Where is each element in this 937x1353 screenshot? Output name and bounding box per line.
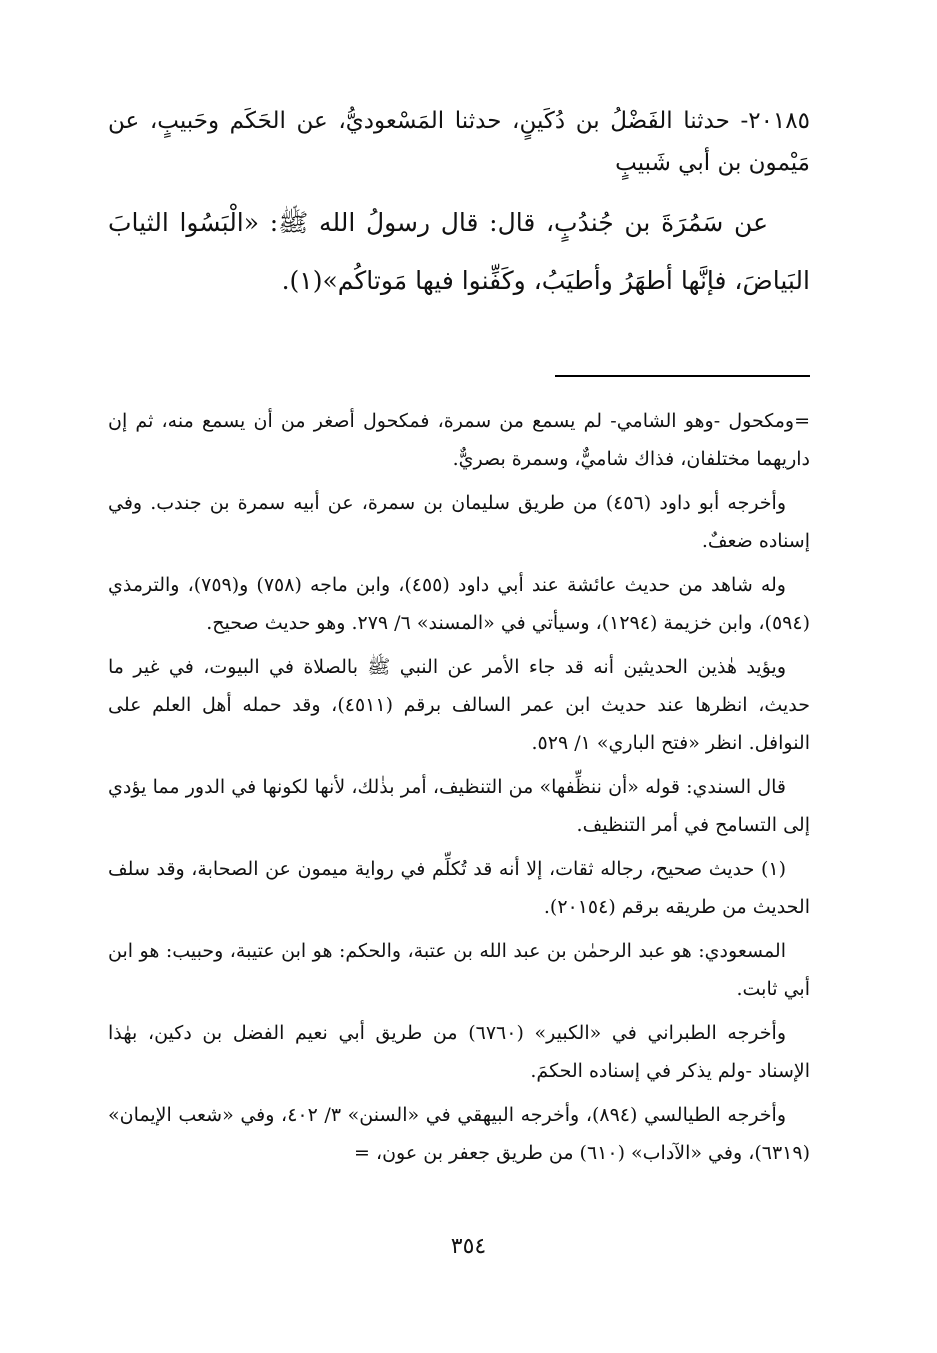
- page-number: ٣٥٤: [450, 1234, 487, 1259]
- hadith-matn: عن سَمُرَةَ بن جُندُبٍ، قال: قال رسولُ الله ﷺ: «الْبَسُوا الثيابَ البَياضَ، فإنَّها أطهَرُ وأطيَبُ، وكَفِّنوا فيها مَوتاكُم»(١).: [108, 208, 810, 295]
- footnote-paragraph: وله شاهد من حديث عائشة عند أبي داود (٤٥٥)، وابن ماجه (٧٥٨) و(٧٥٩)، والترمذي (٥٩٤)، وابن خزيمة (١٢٩٤)، وسيأتي في «المسند» ٦/ ٢٧٩. وهو حديث صحيح.: [108, 574, 810, 634]
- footnote-paragraph: وأخرجه الطيالسي (٨٩٤)، وأخرجه البيهقي في «السنن» ٣/ ٤٠٢، وفي «شعب الإيمان» (٦٣١٩)، وفي «الآداب» (٦١٠) من طريق جعفر بن عون، =: [108, 1104, 810, 1164]
- footnote-paragraph: قال السندي: قوله «أن ننظِّفها» من التنظيف، أمر بذٰلك، لأنها لكونها في الدور مما يؤدي إلى التسامح في أمر التنظيف.: [108, 776, 810, 836]
- hadith-isnad: ٢٠١٨٥- حدثنا الفَضْلُ بن دُكَينٍ، حدثنا المَسْعوديُّ، عن الحَكَم وحَبيبٍ، عن مَيْمون بن أبي شَبيبٍ: [108, 108, 810, 176]
- footnote-paragraph: ويؤيد هٰذين الحديثين أنه قد جاء الأمر عن النبي ﷺ بالصلاة في البيوت، في غير ما حديث، انظرها عند حديث ابن عمر السالف برقم (٤٥١١)، وقد حمله أهل العلم على النوافل. انظر «فتح الباري» ١/ ٥٢٩.: [108, 656, 810, 754]
- footnote-paragraph: وأخرجه أبو داود (٤٥٦) من طريق سليمان بن سمرة، عن أبيه سمرة بن جندب. وفي إسناده ضعفٌ.: [108, 492, 810, 552]
- footnotes: [108, 402, 810, 1178]
- footnote-paragraph: (١) حديث صحيح، رجاله ثقات، إلا أنه قد تُكلِّم في رواية ميمون عن الصحابة، وقد سلف الحديث من طريقه برقم (٢٠١٥٤).: [108, 858, 810, 918]
- footnote-separator: [555, 375, 810, 377]
- main-text: [108, 100, 810, 310]
- footnote-paragraph: المسعودي: هو عبد الرحمٰن بن عبد الله بن عتبة، والحكم: هو ابن عتيبة، وحبيب: هو ابن أبي ثابت.: [108, 940, 810, 1000]
- footnote-paragraph: =ومكحول -وهو الشامي- لم يسمع من سمرة، فمكحول أصغر من أن يسمع منه، ثم إن داريهما مختلفان، فذاك شاميٌّ، وسمرة بصريٌّ.: [108, 410, 810, 470]
- footnote-paragraph: وأخرجه الطبراني في «الكبير» (٦٧٦٠) من طريق أبي نعيم الفضل بن دكين، بهٰذا الإسناد -ولم يذكر في إسناده الحكمَ.: [108, 1022, 810, 1082]
